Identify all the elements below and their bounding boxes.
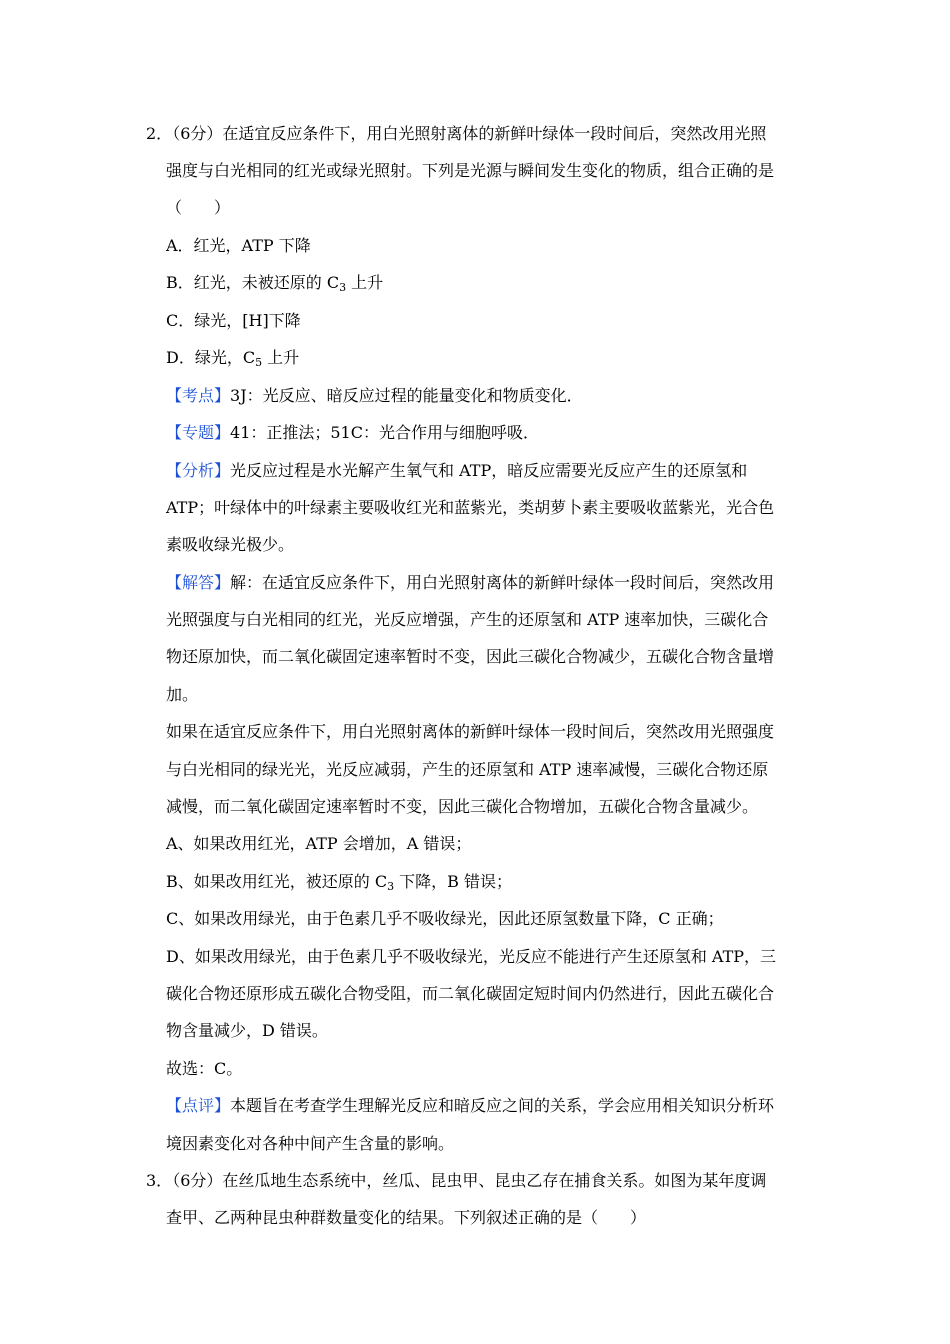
q2-line-3: （ ） [166,198,231,217]
jieda-tag: 【解答】 [166,573,231,592]
para2-line-2: 与白光相同的绿光光，光反应减弱，产生的还原氢和 ATP 速率减慢，三碳化合物还原 [166,760,769,779]
fenxi-line-1: 【分析】光反应过程是水光解产生氧气和 ATP，暗反应需要光反应产生的还原氢和 [166,461,748,480]
fenxi-line-2: ATP；叶绿体中的叶绿素主要吸收红光和蓝紫光，类胡萝卜素主要吸收蓝紫光，光合色 [166,498,775,517]
answer-c: C、如果改用绿光，由于色素几乎不吸收绿光，因此还原氢数量下降，C 正确； [166,909,724,928]
q2-option-a: A．红光，ATP 下降 [166,236,311,255]
answer-d-line-2: 碳化合物还原形成五碳化合物受阻，而二氧化碳固定短时间内仍然进行，因此五碳化合 [166,984,775,1003]
answer-b: B、如果改用红光，被还原的 $C_3$ 下降，B 错误； [166,872,513,893]
dianping-line-1: 【点评】本题旨在考查学生理解光反应和暗反应之间的关系，学会应用相关知识分析环 [166,1096,775,1115]
q3-line-1: 3．（6分）在丝瓜地生态系统中，丝瓜、昆虫甲、昆虫乙存在捕食关系。如图为某年度调 [146,1171,767,1190]
q2-number: 2． [146,124,173,143]
jieda-line-1: 【解答】解：在适宜反应条件下，用白光照射离体的新鲜叶绿体一段时间后，突然改用 [166,573,775,592]
jieda-line-3: 物还原加快，而二氧化碳固定速率暂时不变，因此三碳化合物减少，五碳化合物含量增 [166,647,775,666]
kaodian-line: 【考点】3J：光反应、暗反应过程的能量变化和物质变化． [166,386,583,405]
dianping-line-2: 境因素变化对各种中间产生含量的影响。 [166,1134,455,1153]
zhuanti-tag: 【专题】 [166,423,231,442]
q3-line-2: 查甲、乙两种昆虫种群数量变化的结果。下列叙述正确的是（ ） [166,1208,647,1227]
dianping-tag: 【点评】 [166,1096,231,1115]
fenxi-line-3: 素吸收绿光极少。 [166,535,295,554]
answer-d-line-3: 物含量减少，D 错误。 [166,1021,328,1040]
zhuanti-line: 【专题】41：正推法；51C：光合作用与细胞呼吸． [166,423,539,442]
q2-line-2: 强度与白光相同的红光或绿光照射。下列是光源与瞬间发生变化的物质，组合正确的是 [166,161,775,180]
para2-line-1: 如果在适宜反应条件下，用白光照射离体的新鲜叶绿体一段时间后，突然改用光照强度 [166,722,775,741]
jieda-line-4: 加。 [166,685,199,704]
kaodian-tag: 【考点】 [166,386,231,405]
para2-line-3: 减慢，而二氧化碳固定速率暂时不变，因此三碳化合物增加，五碳化合物含量减少。 [166,797,759,816]
answer-d-line-1: D、如果改用绿光，由于色素几乎不吸收绿光，光反应不能进行产生还原氢和 ATP，三 [166,947,777,966]
fenxi-tag: 【分析】 [166,461,231,480]
answer-a: A、如果改用红光，ATP 会增加，A 错误； [166,834,472,853]
final-choice: 故选：C。 [166,1059,243,1078]
q2-line-1: 2．（6分）在适宜反应条件下，用白光照射离体的新鲜叶绿体一段时间后，突然改用光照 [146,124,767,143]
q3-number: 3． [146,1171,173,1190]
q2-option-b: B．红光，未被还原的 $C_3$ 上升 [166,273,384,294]
q2-option-d: D．绿光，$C_5$ 上升 [166,348,300,369]
q2-option-c: C．绿光，[H]下降 [166,311,301,330]
jieda-line-2: 光照强度与白光相同的红光，光反应增强，产生的还原氢和 ATP 速率加快，三碳化合 [166,610,769,629]
